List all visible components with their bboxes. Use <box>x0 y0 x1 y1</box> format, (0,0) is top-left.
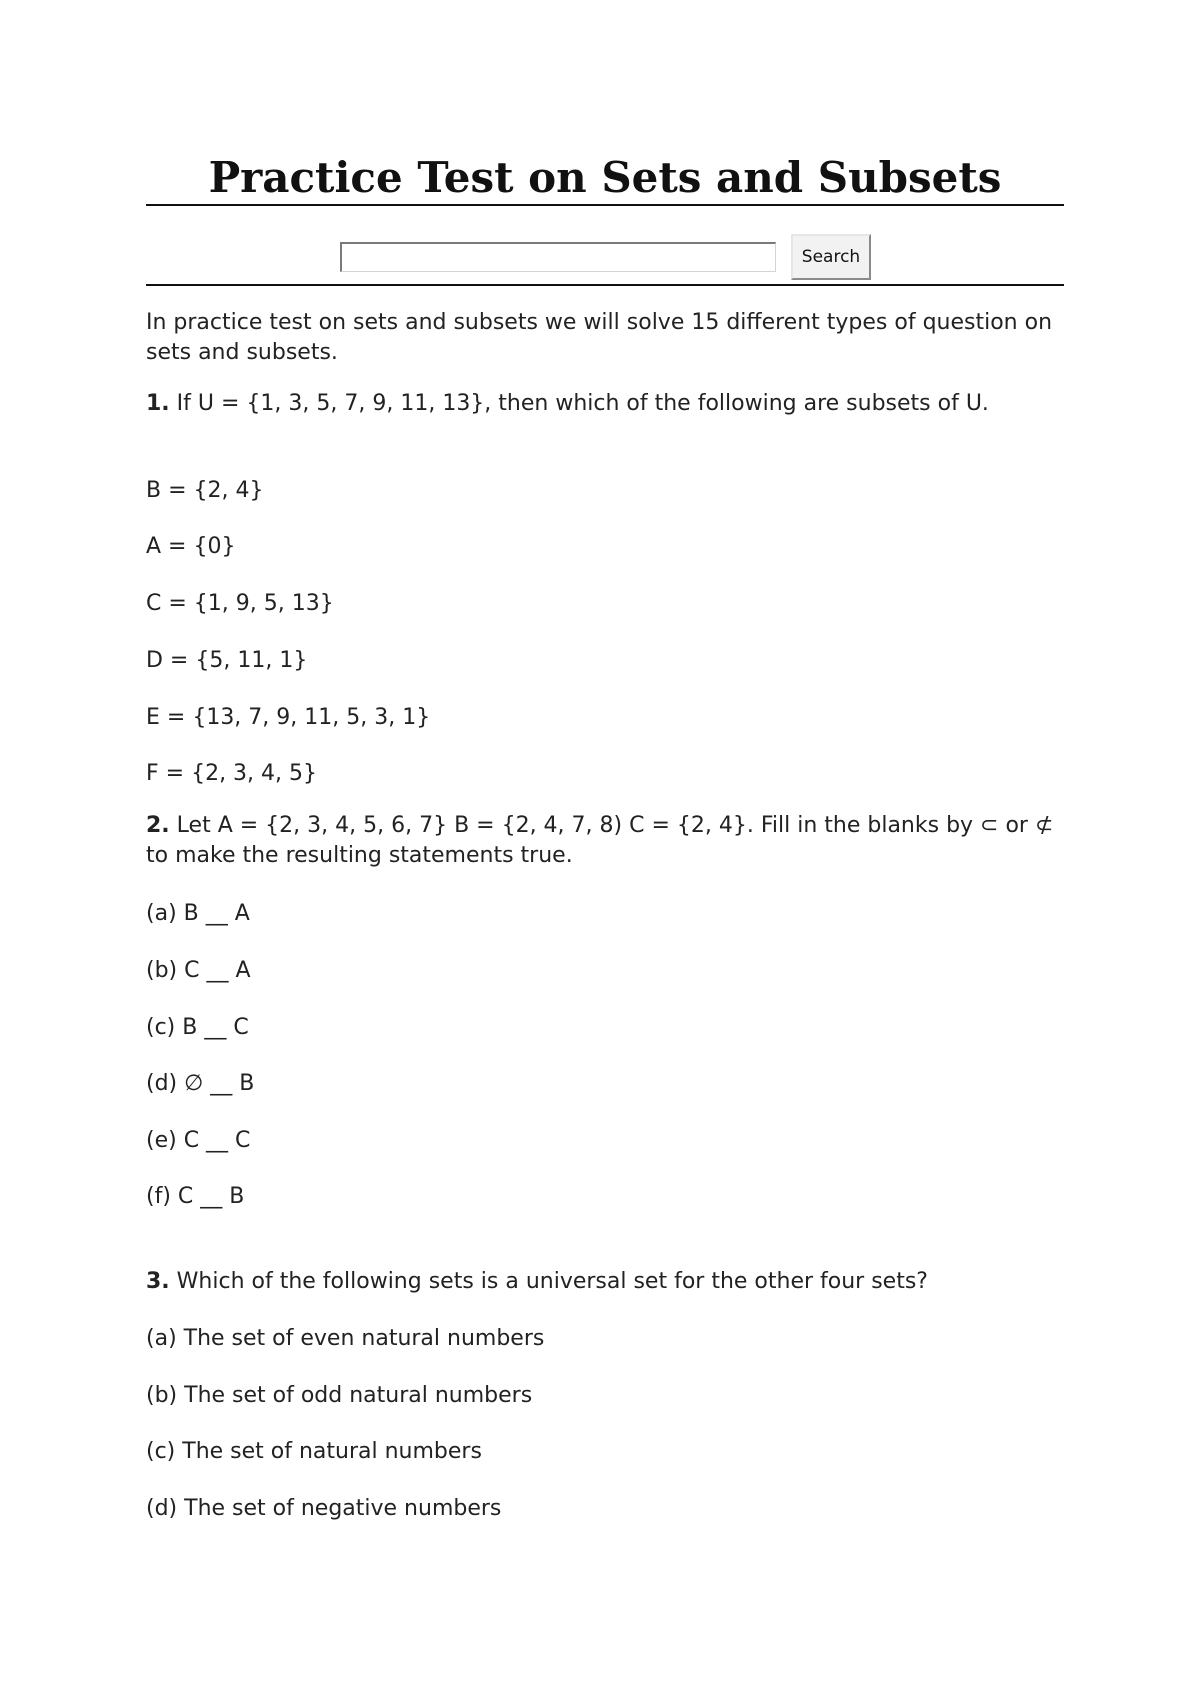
question-1 <box>146 389 1064 419</box>
list-item: E = {13, 7, 9, 11, 5, 3, 1} <box>146 705 431 730</box>
list-item: B = {2, 4} <box>146 478 264 503</box>
list-item: (f) C __ B <box>146 1184 245 1209</box>
list-item: (b) C __ A <box>146 958 251 983</box>
question-text: If U = {1, 3, 5, 7, 9, 11, 13}, then which of the following are subsets of U. <box>176 391 989 416</box>
list-item: D = {5, 11, 1} <box>146 648 308 673</box>
search-divider <box>146 284 1064 286</box>
list-item: A = {0} <box>146 534 236 559</box>
question-number: 3. <box>146 1269 170 1294</box>
question-text: Let A = {2, 3, 4, 5, 6, 7} B = {2, 4, 7, 8) C = {2, 4}. Fill in the blanks by ⊂ or ⊄ to make the resulting statements true. <box>146 813 1054 868</box>
list-item: (b) The set of odd natural numbers <box>146 1383 533 1408</box>
question-2 <box>146 811 1064 871</box>
list-item: (e) C __ C <box>146 1128 251 1153</box>
question-number: 2. <box>146 813 170 838</box>
list-item: (c) The set of natural numbers <box>146 1439 482 1464</box>
intro-paragraph: In practice test on sets and subsets we will solve 15 different types of question on sets and subsets. <box>146 310 1053 365</box>
search-button[interactable]: Search <box>791 234 871 280</box>
list-item: (a) B __ A <box>146 901 250 926</box>
question-3 <box>146 1267 1064 1297</box>
page-title: Practice Test on Sets and Subsets <box>208 153 1002 202</box>
question-text: Which of the following sets is a universal set for the other four sets? <box>176 1269 928 1294</box>
search-input[interactable] <box>340 242 776 272</box>
list-item: (c) B __ C <box>146 1015 249 1040</box>
title-divider <box>146 204 1064 206</box>
question-number: 1. <box>146 391 170 416</box>
list-item: F = {2, 3, 4, 5} <box>146 761 318 786</box>
list-item: C = {1, 9, 5, 13} <box>146 591 334 616</box>
list-item: (a) The set of even natural numbers <box>146 1326 545 1351</box>
list-item: (d) The set of negative numbers <box>146 1496 502 1521</box>
list-item: (d) ∅ __ B <box>146 1071 255 1096</box>
search-bar <box>146 232 1064 280</box>
